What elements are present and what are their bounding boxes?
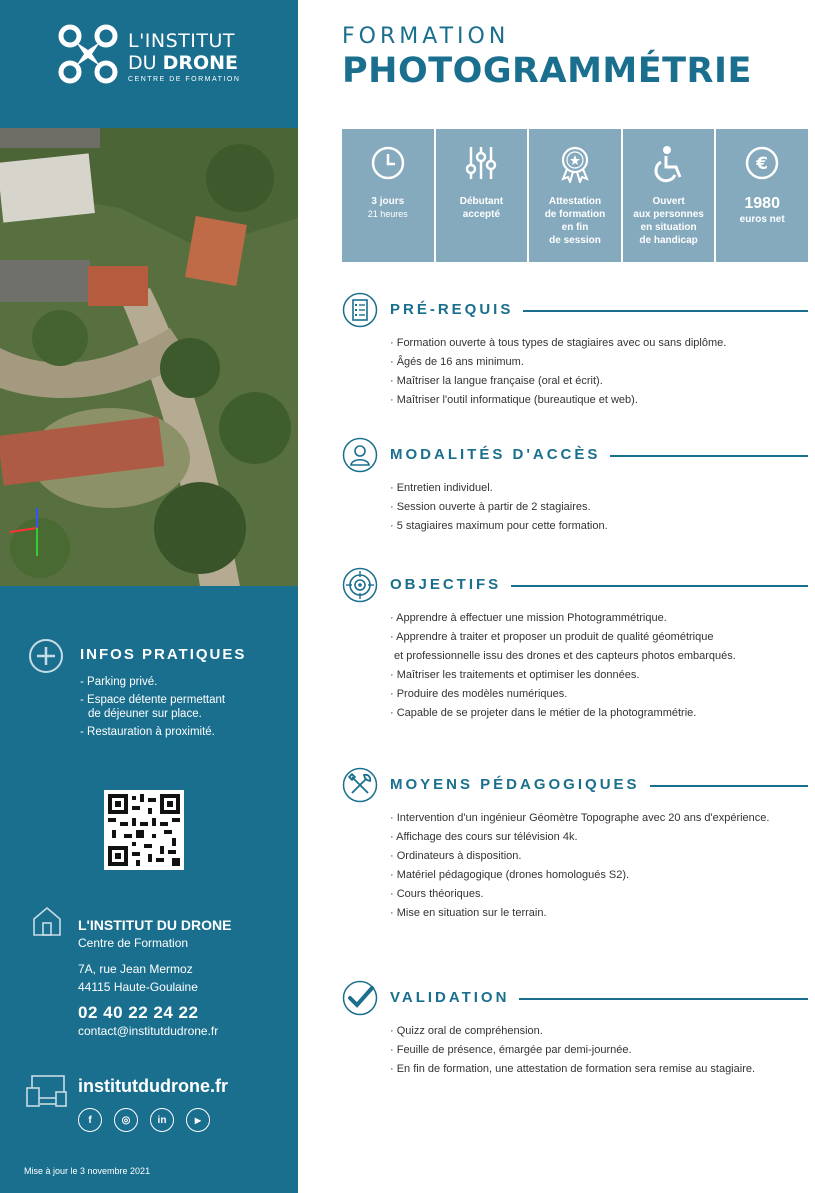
brand-line2: DU DRONE <box>128 52 239 74</box>
stat-accessibility: Ouvert aux personnes en situation de handicap <box>623 129 715 262</box>
section-title: MODALITÉS D'ACCÈS <box>390 446 610 463</box>
list-item: · Apprendre à effectuer une mission Photogrammétrique. <box>390 612 667 624</box>
list-item: · Intervention d'un ingénieur Géomètre Topographe avec 20 ans d'expérience. <box>390 812 770 824</box>
section-prerequis <box>342 292 808 410</box>
list-item: de déjeuner sur place. <box>88 708 202 720</box>
section-modalites <box>342 437 808 536</box>
checkmark-icon <box>342 980 378 1016</box>
moyens-list <box>390 809 808 923</box>
stat-duration: 3 jours 21 heures <box>342 129 434 262</box>
section-title: PRÉ-REQUIS <box>390 301 523 318</box>
org-name: L'INSTITUT DU DRONE <box>78 917 232 933</box>
clock-icon <box>370 145 406 181</box>
checklist-icon <box>342 292 378 328</box>
list-item: · Matériel pédagogique (drones homologués S2). <box>390 869 630 881</box>
infos-title: INFOS PRATIQUES <box>80 646 247 663</box>
sidebar <box>0 0 298 1193</box>
section-title: MOYENS PÉDAGOGIQUES <box>390 776 650 793</box>
list-item: · 5 stagiaires maximum pour cette formation. <box>390 520 608 532</box>
list-item: - Parking privé. <box>80 676 158 688</box>
plus-circle-icon <box>28 638 64 674</box>
list-item: · Entretien individuel. <box>390 482 493 494</box>
page-kicker: FORMATION <box>342 24 510 49</box>
list-item: · Formation ouverte à tous types de stagiaires avec ou sans diplôme. <box>390 337 727 349</box>
prerequis-list <box>390 334 808 410</box>
user-icon <box>342 437 378 473</box>
website-link[interactable]: institutdudrone.fr <box>78 1076 228 1096</box>
validation-list <box>390 1022 808 1079</box>
devices-icon <box>26 1074 68 1108</box>
list-item: · Âgés de 16 ans minimum. <box>390 356 524 368</box>
contact-block <box>78 916 231 1040</box>
target-icon <box>342 567 378 603</box>
drone-logo-icon <box>56 22 120 86</box>
phone-number[interactable]: 02 40 22 24 22 <box>78 1003 199 1022</box>
update-date: Mise à jour le 3 novembre 2021 <box>24 1166 151 1176</box>
stat-level: Débutant accepté <box>436 129 528 262</box>
list-item: - Espace détente permettant <box>80 694 226 706</box>
list-item: · Maîtriser les traitements et optimiser les données. <box>390 669 640 681</box>
tools-icon <box>342 767 378 803</box>
youtube-icon[interactable]: ▶ <box>186 1108 210 1132</box>
list-item: · En fin de formation, une attestation de formation sera remise au stagiaire. <box>390 1063 756 1075</box>
list-item: et professionnelle issu des drones et des capteurs photos embarqués. <box>394 650 736 662</box>
stats-bar <box>342 129 808 262</box>
qr-code[interactable] <box>104 790 184 870</box>
brand-logo[interactable] <box>56 22 256 92</box>
page-title: PHOTOGRAMMÉTRIE <box>342 51 752 91</box>
instagram-icon[interactable]: ◎ <box>114 1108 138 1132</box>
list-item: · Maîtriser la langue française (oral et écrit). <box>390 375 603 387</box>
social-links <box>78 1108 210 1132</box>
list-item: · Session ouverte à partir de 2 stagiaires. <box>390 501 591 513</box>
svg-text:€: € <box>756 154 769 174</box>
list-item: · Affichage des cours sur télévision 4k. <box>390 831 578 843</box>
brand-line1: L'INSTITUT <box>128 30 236 52</box>
modalites-list <box>390 479 808 536</box>
euro-icon <box>744 145 780 181</box>
list-item: · Cours théoriques. <box>390 888 484 900</box>
list-item: - Restauration à proximité. <box>80 726 215 738</box>
infos-list <box>80 675 280 743</box>
linkedin-icon[interactable]: in <box>150 1108 174 1132</box>
list-item: · Feuille de présence, émargée par demi-journée. <box>390 1044 632 1056</box>
list-item: · Quizz oral de compréhension. <box>390 1025 543 1037</box>
home-icon <box>32 905 62 937</box>
section-title: OBJECTIFS <box>390 576 511 593</box>
wheelchair-icon <box>651 145 687 183</box>
list-item: · Capable de se projeter dans le métier de la photogrammétrie. <box>390 707 697 719</box>
list-item: · Ordinateurs à disposition. <box>390 850 522 862</box>
stat-price: € 1980 euros net <box>716 129 808 262</box>
section-moyens <box>342 767 808 923</box>
list-item: · Mise en situation sur le terrain. <box>390 907 547 919</box>
sliders-icon <box>463 145 499 181</box>
objectifs-list <box>390 609 808 723</box>
address-line2: 44115 Haute-Goulaine <box>78 980 198 994</box>
aerial-photo <box>0 128 298 586</box>
section-objectifs <box>342 567 808 723</box>
facebook-icon[interactable]: f <box>78 1108 102 1132</box>
list-item: · Produire des modèles numériques. <box>390 688 568 700</box>
section-title: VALIDATION <box>390 989 519 1006</box>
org-subtitle: Centre de Formation <box>78 936 189 950</box>
stat-certificate: Attestation de formation en fin de session <box>529 129 621 262</box>
address-line1: 7A, rue Jean Mermoz <box>78 962 193 976</box>
list-item: · Apprendre à traiter et proposer un produit de qualité géométrique <box>390 631 714 643</box>
award-badge-icon <box>557 145 593 183</box>
list-item: · Maîtriser l'outil informatique (bureautique et web). <box>390 394 638 406</box>
brand-subtitle: CENTRE DE FORMATION <box>128 76 241 83</box>
email-link[interactable]: contact@institutdudrone.fr <box>78 1024 219 1038</box>
section-validation <box>342 980 808 1079</box>
